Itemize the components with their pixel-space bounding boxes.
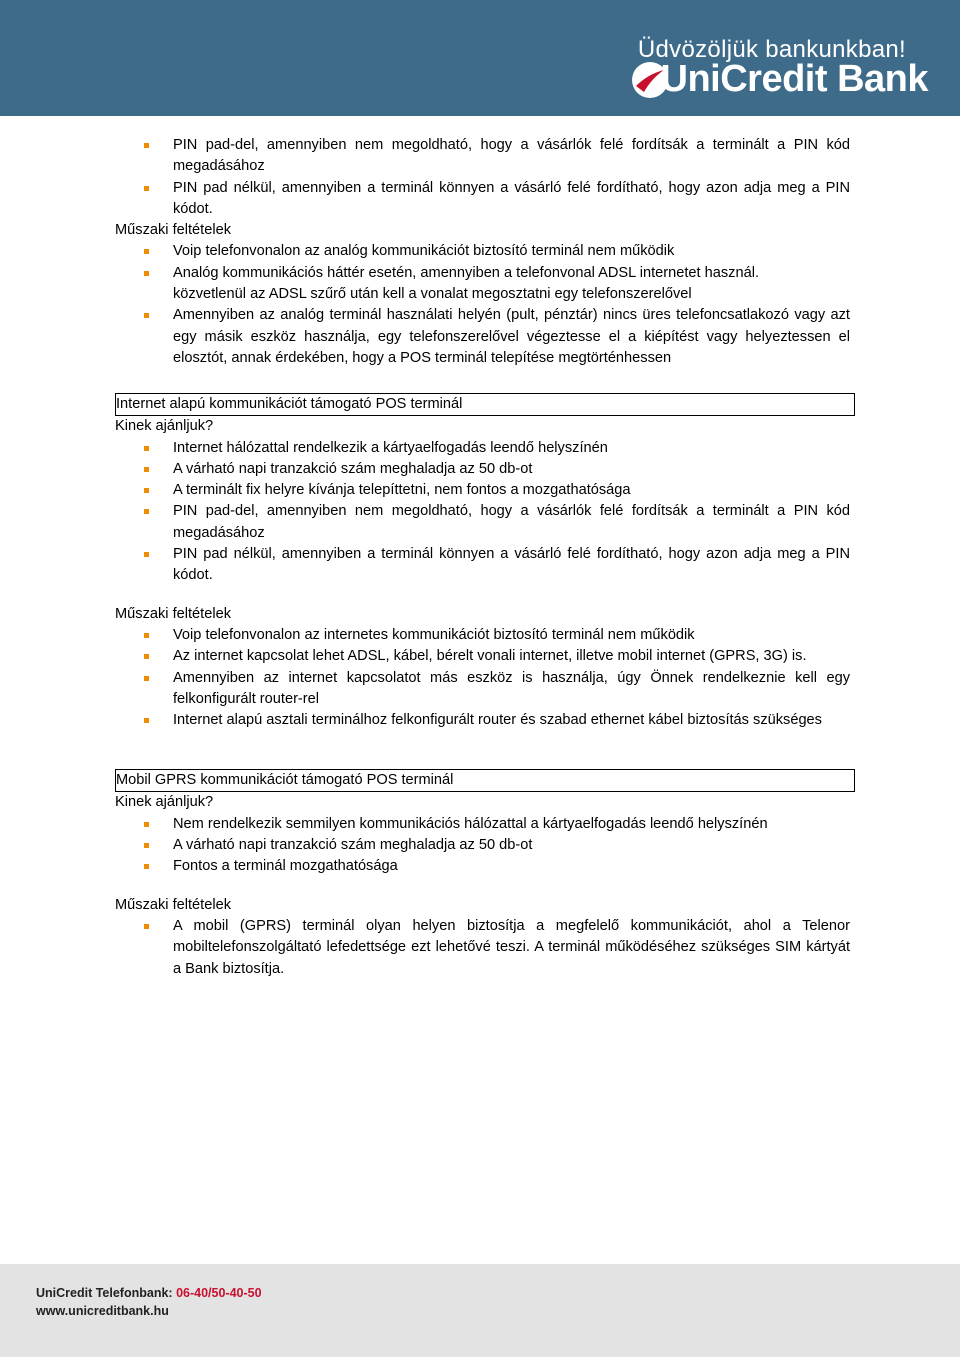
- page-footer: [0, 1264, 960, 1357]
- tech-list: [115, 916, 850, 980]
- list-continuation: közvetlenül az ADSL szűrő után kell a vonalat megosztatni egy telefonszerelővel: [173, 286, 692, 303]
- telefonbank-number: 06-40/50-40-50: [176, 1286, 262, 1300]
- welcome-text: Üdvözöljük bankunkban!: [637, 36, 906, 63]
- brand-name: UniCredit Bank: [660, 58, 928, 100]
- list-item: A mobil (GPRS) terminál olyan helyen biztosítja a megfelelő kommunikációt, ahol a Telenor mobiltelefonszolgáltató lefedettsége ezt lehetővé teszi. A terminál működéséhez szükséges SIM kártyát a Bank biztosítja.: [173, 916, 850, 980]
- list-item: PIN pad-del, amennyiben nem megoldható, hogy a vásárlók felé fordítsák a terminált a PIN kód megadásához: [173, 135, 850, 178]
- section-title: Mobil GPRS kommunikációt támogató POS terminál: [116, 772, 454, 789]
- list-item: Fontos a terminál mozgathatósága: [173, 856, 850, 877]
- list-item: Az internet kapcsolat lehet ADSL, kábel, bérelt vonali internet, illetve mobil internet (GPRS, 3G) is.: [173, 646, 850, 667]
- section-heading: Kinek ajánljuk?: [115, 794, 214, 811]
- section-title-box: [115, 769, 855, 792]
- tech-list: [115, 241, 850, 284]
- list-item: PIN pad nélkül, amennyiben a terminál könnyen a vásárló felé fordítható, hogy azon adja meg a PIN kódot.: [173, 178, 850, 221]
- page-header: [0, 0, 960, 116]
- list-item: Analóg kommunikációs háttér esetén, amennyiben a telefonvonal ADSL internetet használ.: [173, 263, 850, 284]
- list-item: A várható napi tranzakció szám meghaladja az 50 db-ot: [173, 459, 850, 480]
- list-item: A terminált fix helyre kívánja telepíttetni, nem fontos a mozgathatósága: [173, 480, 850, 501]
- who-list: [115, 438, 850, 587]
- list-item: Internet hálózattal rendelkezik a kártyaelfogadás leendő helyszínén: [173, 438, 850, 459]
- list-item: Amennyiben az analóg terminál használati helyén (pult, pénztár) nincs üres telefoncsatlakozó vagy azt egy másik eszköz használja, egy telefonszerelővel végeztesse el a kiépítést vagy helyeztessen el elosztót, annak érdekében, hogy a POS terminál telepítése megtörténhessen: [173, 305, 850, 369]
- tech-list: [115, 305, 850, 369]
- section-heading: Műszaki feltételek: [115, 605, 231, 622]
- list-item: Voip telefonvonalon az analóg kommunikációt biztosító terminál nem működik: [173, 241, 850, 262]
- section-heading: Műszaki feltételek: [115, 896, 231, 913]
- section-heading: Műszaki feltételek: [115, 222, 231, 239]
- telefonbank-line: [36, 1286, 262, 1300]
- list-item: Nem rendelkezik semmilyen kommunikációs hálózattal a kártyaelfogadás leendő helyszínén: [173, 814, 850, 835]
- list-item: Amennyiben az internet kapcsolatot más eszköz is használja, úgy Önnek rendelkeznie kell egy felkonfigurált router-rel: [173, 668, 850, 711]
- list-item: PIN pad nélkül, amennyiben a terminál könnyen a vásárló felé fordítható, hogy azon adja meg a PIN kódot.: [173, 544, 850, 587]
- website-link[interactable]: www.unicreditbank.hu: [36, 1304, 169, 1318]
- section-title-box: [115, 393, 855, 416]
- who-list: [115, 814, 850, 878]
- tech-list: [115, 625, 850, 731]
- pin-options-list: [115, 135, 850, 220]
- list-item: Voip telefonvonalon az internetes kommunikációt biztosító terminál nem működik: [173, 625, 850, 646]
- list-item: PIN pad-del, amennyiben nem megoldható, hogy a vásárlók felé fordítsák a terminált a PIN kód megadásához: [173, 501, 850, 544]
- list-item: A várható napi tranzakció szám meghaladja az 50 db-ot: [173, 835, 850, 856]
- list-item: Internet alapú asztali terminálhoz felkonfigurált router és szabad ethernet kábel biztosítás szükséges: [173, 710, 850, 731]
- section-title: Internet alapú kommunikációt támogató POS terminál: [116, 396, 463, 413]
- document-body: [115, 135, 850, 980]
- section-heading: Kinek ajánljuk?: [115, 418, 214, 435]
- telefonbank-label: UniCredit Telefonbank:: [36, 1286, 173, 1300]
